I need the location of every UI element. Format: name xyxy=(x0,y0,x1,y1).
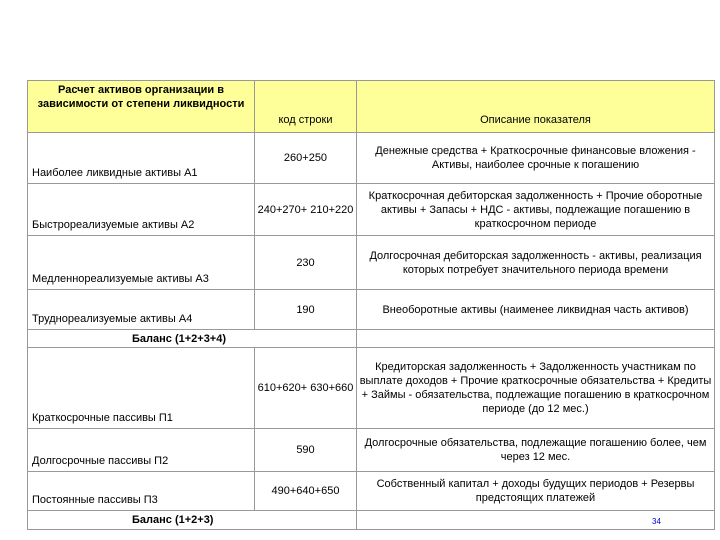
row-label: Постоянные пассивы П3 xyxy=(28,472,255,511)
table-row xyxy=(28,133,715,184)
row-description: Собственный капитал + доходы будущих периодов + Резервы предстоящих платежей xyxy=(357,472,715,511)
row-label: Долгосрочные пассивы П2 xyxy=(28,429,255,472)
row-label: Быстрореализуемые активы А2 xyxy=(28,184,255,236)
balance-liabilities-label: Баланс (1+2+3) xyxy=(28,511,357,530)
row-code: 240+270+ 210+220 xyxy=(255,184,357,236)
row-description: Краткосрочная дебиторская задолженность + Прочие оборотные активы + Запасы + НДС - активы, подлежащие погашению в краткосрочном периоде xyxy=(357,184,715,236)
header-row xyxy=(28,81,715,133)
table-row xyxy=(28,184,715,236)
row-label: Медленнореализуемые активы А3 xyxy=(28,236,255,290)
header-col-description: Описание показателя xyxy=(357,81,715,133)
liquidity-table xyxy=(27,80,715,530)
header-col-assets: Расчет активов организации в зависимости от степени ликвидности xyxy=(28,81,255,133)
balance-assets-empty xyxy=(357,330,715,348)
balance-assets-label: Баланс (1+2+3+4) xyxy=(28,330,357,348)
row-code: 190 xyxy=(255,290,357,330)
table-row xyxy=(28,348,715,429)
row-code: 610+620+ 630+660 xyxy=(255,348,357,429)
balance-row-assets xyxy=(28,330,715,348)
row-code: 590 xyxy=(255,429,357,472)
row-code: 260+250 xyxy=(255,133,357,184)
table-row xyxy=(28,429,715,472)
row-label: Краткосрочные пассивы П1 xyxy=(28,348,255,429)
row-code: 230 xyxy=(255,236,357,290)
table-row xyxy=(28,472,715,511)
header-col-code: код строки xyxy=(255,81,357,133)
balance-row-liabilities xyxy=(28,511,715,530)
page-number: 34 xyxy=(652,517,661,526)
row-label: Наиболее ликвидные активы А1 xyxy=(28,133,255,184)
table-row xyxy=(28,236,715,290)
row-description: Долгосрочные обязательства, подлежащие погашению более, чем через 12 мес. xyxy=(357,429,715,472)
row-description: Внеоборотные активы (наименее ликвидная часть активов) xyxy=(357,290,715,330)
row-description: Денежные средства + Краткосрочные финансовые вложения - Активы, наиболее срочные к погашению xyxy=(357,133,715,184)
row-code: 490+640+650 xyxy=(255,472,357,511)
table-row xyxy=(28,290,715,330)
row-description: Долгосрочная дебиторская задолженность - активы, реализация которых потребует значительного периода времени xyxy=(357,236,715,290)
row-description: Кредиторская задолженность + Задолженность участникам по выплате доходов + Прочие краткосрочные обязательства + Кредиты + Займы - обязательства, подлежащие погашению в краткосрочном периоде (до 12 мес.) xyxy=(357,348,715,429)
row-label: Труднореализуемые активы А4 xyxy=(28,290,255,330)
